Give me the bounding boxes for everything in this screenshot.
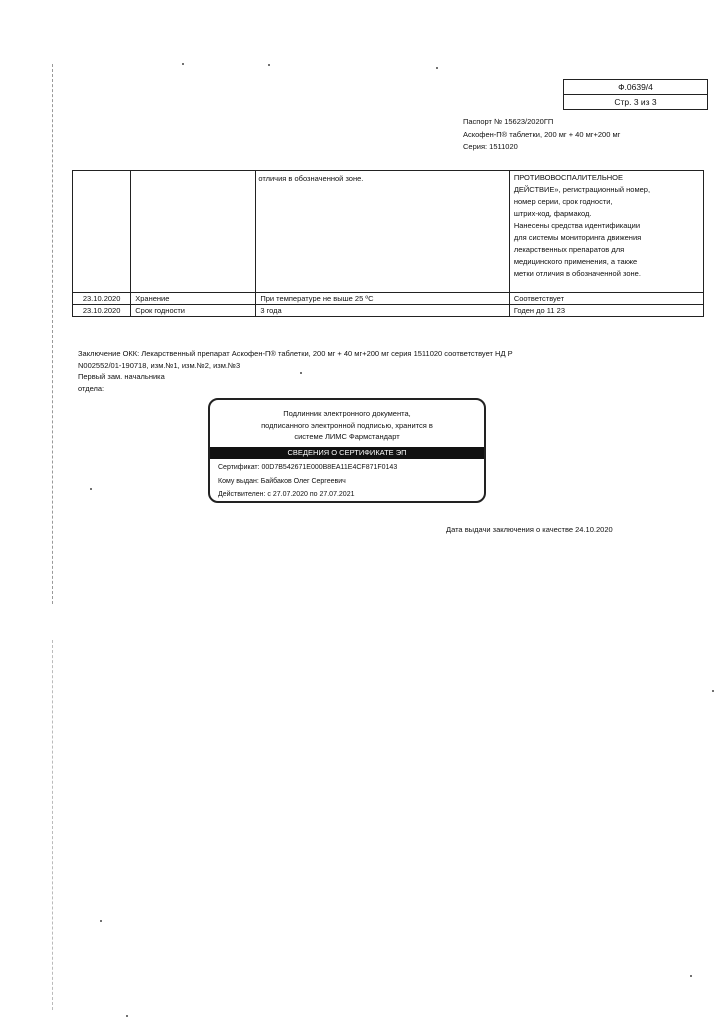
scan-speck [126,1015,128,1017]
conclusion [78,348,638,394]
signer-title: отдела: [78,383,105,393]
conclusion-line: Заключение ОКК: Лекарственный препарат Аскофен-П® таблетки, 200 мг + 40 мг+200 мг серия 1511020 соответствует НД Р [78,349,513,358]
scan-speck [90,488,92,490]
certificate-validity: Действителен: с 27.07.2020 по 27.07.2021 [218,491,355,498]
result-line: медицинского применения, а также [513,257,638,266]
stamp-certificate-bar: СВЕДЕНИЯ О СЕРТИФИКАТЕ ЭП [210,447,484,459]
stamp-line: подписанного электронной подписью, хранится в [261,420,433,430]
quality-table [72,170,704,317]
table-row [73,171,704,293]
stamp-details [218,461,397,502]
page-number: Стр. 3 из 3 [564,94,707,109]
passport-number: Паспорт № 15623/2020ГП [463,117,554,126]
scan-margin-line [52,640,53,1010]
passport-product: Аскофен-П® таблетки, 200 мг + 40 мг+200 мг [463,129,621,139]
scan-speck [712,690,714,692]
signer-title: Первый зам. начальника [78,372,165,381]
result-line: метки отличия в обозначенной зоне. [513,269,641,278]
passport-series: Серия: 1511020 [463,142,518,151]
scan-margin-line [52,64,53,604]
certificate-number: Сертификат: 00D7B542671E000B8EA11E4CF871F0143 [218,464,398,471]
result-line: ДЕЙСТВИЕ», регистрационный номер, [513,185,651,194]
requirement-cell: 3 года [256,305,509,317]
result-line: Нанесены средства идентификации [513,221,641,230]
name-cell: Срок годности [131,305,256,317]
scan-speck [182,63,184,65]
result-line: номер серии, срок годности, [513,197,613,206]
stamp-line: системе ЛИМС Фармстандарт [294,432,400,441]
stamp-line: Подлинник электронного документа, [283,409,411,418]
form-code-box [563,79,708,110]
form-code: Ф.0639/4 [618,82,653,92]
result-cell: Соответствует [509,293,703,305]
electronic-signature-stamp [208,398,486,503]
result-line: ПРОТИВОВОСПАЛИТЕЛЬНОЕ [513,173,623,182]
scan-speck [268,64,270,66]
result-line: лекарственных препаратов для [513,245,625,254]
table-cell [73,171,131,293]
scan-speck [436,67,438,69]
result-line: для системы мониторинга движения [513,233,642,242]
passport-info [463,116,620,154]
issue-date: Дата выдачи заключения о качестве 24.10.2020 [446,525,613,534]
result-cell [509,171,703,293]
stamp-header [210,408,484,443]
result-line: штрих-код, фармакод. [513,209,592,218]
table-cell [131,171,256,293]
certificate-owner: Кому выдан: Байбаков Олег Сергеевич [218,477,346,485]
requirement-cell: отличия в обозначенной зоне. [256,171,509,293]
name-cell: Хранение [131,293,256,305]
table-row [73,293,704,305]
scan-speck [100,920,102,922]
conclusion-line: N002552/01-190718, изм.№1, изм.№2, изм.№3 [78,360,241,370]
scan-speck [690,975,692,977]
table-row [73,305,704,317]
date-cell: 23.10.2020 [73,305,131,317]
date-cell: 23.10.2020 [73,293,131,305]
scan-speck [300,372,302,374]
result-cell: Годен до 11 23 [509,305,703,317]
requirement-cell: При температуре не выше 25 ºС [256,293,509,305]
